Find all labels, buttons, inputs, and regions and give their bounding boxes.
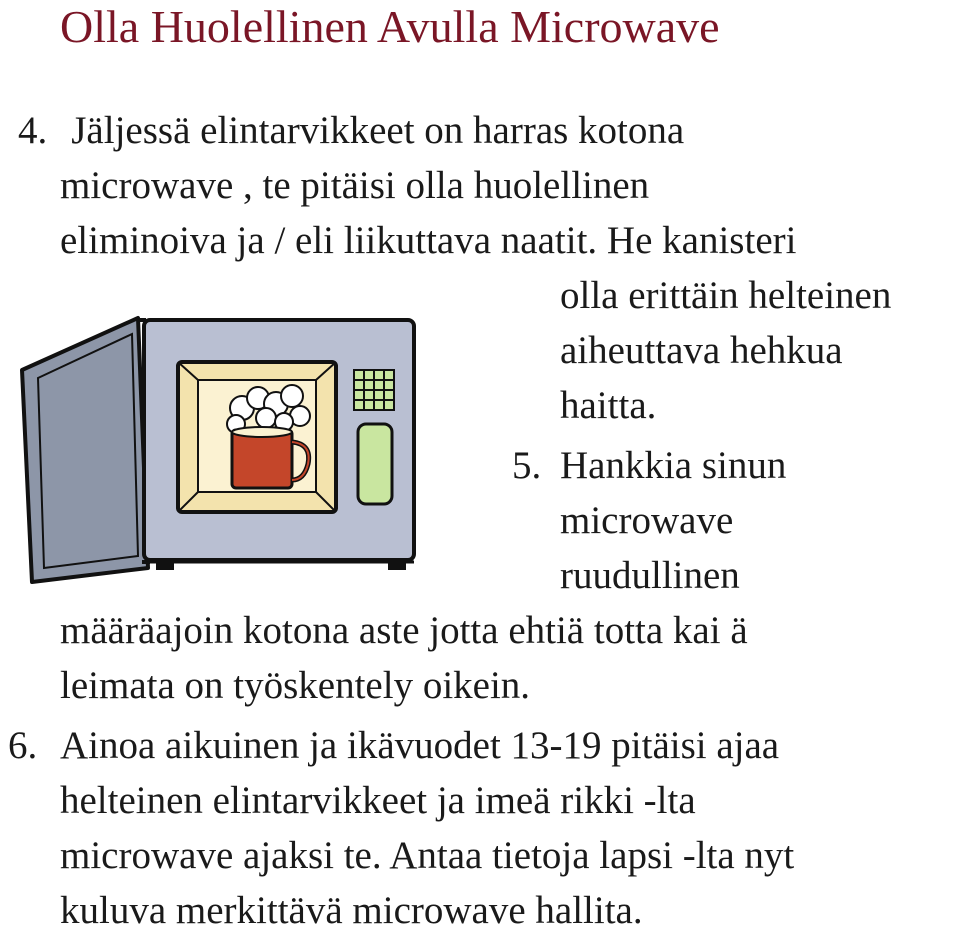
item-5-text-1: Hankkia sinun	[560, 444, 787, 487]
item-5-line-2: microwave	[560, 499, 734, 542]
item-5-number: 5.	[512, 444, 542, 487]
item-4-line-3: eliminoiva ja / eli liikuttava naatit. He kanisteri	[60, 219, 797, 262]
item-4-line-6: haitta.	[560, 384, 657, 427]
item-4-text-1: Jäljessä elintarvikkeet on harras kotona	[71, 109, 685, 152]
item-4-line-5: aiheuttava hehkua	[560, 329, 843, 372]
page-title: Olla Huolellinen Avulla Microwave	[60, 1, 720, 52]
item-6-line-3: microwave ajaksi te. Antaa tietoja lapsi -lta nyt	[60, 834, 795, 877]
item-5-line-4: määräajoin kotona aste jotta ehtiä totta kai ä	[60, 609, 748, 652]
item-6-line-4: kuluva merkittävä microwave hallita.	[60, 889, 643, 932]
item-6-line-1	[8, 723, 779, 769]
item-5-line-5: leimata on työskentely oikein.	[60, 664, 531, 707]
item-5-line-3: ruudullinen	[560, 554, 740, 597]
item-6-text-1: Ainoa aikuinen ja ikävuodet 13-19 pitäisi ajaa	[60, 724, 780, 767]
item-6-number: 6.	[8, 724, 38, 767]
keypad-icon	[354, 370, 394, 410]
item-4-line-1	[18, 108, 684, 154]
item-5-line-1	[512, 443, 786, 489]
item-4-number: 4.	[18, 109, 48, 152]
item-4-line-4: olla erittäin helteinen	[560, 274, 892, 317]
item-4-line-2: microwave , te pitäisi olla huolellinen	[60, 164, 650, 207]
item-6-line-2: helteinen elintarvikkeet ja imeä rikki -lta	[60, 779, 696, 822]
microwave-panel	[358, 424, 392, 504]
microwave-with-steaming-mug-icon	[10, 300, 430, 600]
